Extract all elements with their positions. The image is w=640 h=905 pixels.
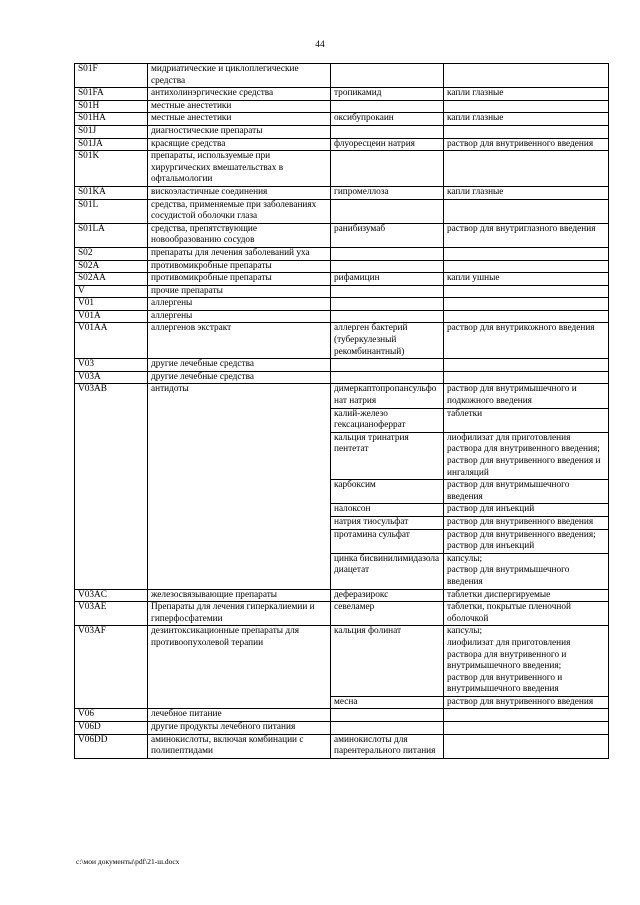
table-row [75, 186, 609, 199]
atc-code-cell: V03AB [75, 384, 148, 589]
dosage-form-cell: раствор для внутримышечного введения [444, 480, 609, 504]
dosage-form-cell: таблетки диспергируемые [444, 589, 609, 602]
table-row [75, 64, 609, 88]
drug-name-cell [331, 199, 444, 223]
drug-name-cell: оксибупрокаин [331, 113, 444, 126]
dosage-form-cell [444, 371, 609, 384]
atc-code-cell: V06 [75, 709, 148, 722]
dosage-form-cell [444, 298, 609, 311]
footer-file-path: c:\мои документы\pdf\21-ш.docx [76, 857, 180, 866]
pharm-group-cell: другие лечебные средства [148, 371, 331, 384]
drug-name-cell: протамина сульфат [331, 529, 444, 553]
dosage-form-cell [444, 247, 609, 260]
atc-code-cell: S02AA [75, 273, 148, 286]
dosage-form-cell [444, 722, 609, 735]
atc-code-cell: S01L [75, 199, 148, 223]
dosage-form-cell [444, 709, 609, 722]
pharm-group-cell: средства, применяемые при заболеваниях сосудистой оболочки глаза [148, 199, 331, 223]
drug-name-cell: кальция тринатрия пентетат [331, 432, 444, 479]
pharm-group-cell: антидоты [148, 384, 331, 589]
drug-name-cell [331, 709, 444, 722]
table-row [75, 199, 609, 223]
pharm-group-cell: лечебное питание [148, 709, 331, 722]
dosage-form-cell: раствор для инъекций [444, 504, 609, 517]
pharm-group-cell: противомикробные препараты [148, 260, 331, 273]
dosage-form-cell [444, 125, 609, 138]
atc-code-cell: S01J [75, 125, 148, 138]
drug-name-cell: ранибизумаб [331, 223, 444, 247]
drug-name-cell: аллерген бактерий (туберкулезный рекомбинантный) [331, 323, 444, 359]
table-row [75, 626, 609, 697]
atc-code-cell: S01HA [75, 113, 148, 126]
drug-name-cell [331, 371, 444, 384]
atc-code-cell: V01AA [75, 323, 148, 359]
pharm-group-cell: антихолинэргические средства [148, 88, 331, 101]
table-row [75, 273, 609, 286]
drug-name-cell [331, 100, 444, 113]
atc-code-cell: V01 [75, 298, 148, 311]
dosage-form-cell: капсулы; раствор для внутримышечного введения [444, 553, 609, 589]
atc-table [74, 63, 609, 759]
table-row [75, 323, 609, 359]
table-row [75, 359, 609, 372]
atc-code-cell: V01A [75, 310, 148, 323]
pharm-group-cell: аллергены [148, 310, 331, 323]
atc-code-cell: S01K [75, 151, 148, 187]
table-row [75, 298, 609, 311]
atc-code-cell: S01JA [75, 138, 148, 151]
pharm-group-cell: препараты для лечения заболеваний уха [148, 247, 331, 260]
drug-name-cell: рифамицин [331, 273, 444, 286]
pharm-group-cell: аминокислоты, включая комбинации с полипептидами [148, 734, 331, 758]
drug-name-cell: месна [331, 696, 444, 709]
table-row [75, 310, 609, 323]
table-row [75, 602, 609, 626]
drug-name-cell: налоксон [331, 504, 444, 517]
atc-code-cell: V03AC [75, 589, 148, 602]
table-row [75, 138, 609, 151]
drug-name-cell [331, 64, 444, 88]
drug-name-cell [331, 722, 444, 735]
dosage-form-cell: таблетки [444, 408, 609, 432]
atc-code-cell: V06DD [75, 734, 148, 758]
dosage-form-cell: раствор для внутривенного введения [444, 138, 609, 151]
table-row [75, 589, 609, 602]
drug-name-cell: натрия тиосульфат [331, 516, 444, 529]
atc-code-cell: V06D [75, 722, 148, 735]
atc-code-cell: S02A [75, 260, 148, 273]
dosage-form-cell: раствор для внутрикожного введения [444, 323, 609, 359]
drug-name-cell: гипромеллоза [331, 186, 444, 199]
atc-code-cell: S01KA [75, 186, 148, 199]
pharm-group-cell: аллергены [148, 298, 331, 311]
atc-code-cell: V03AF [75, 626, 148, 709]
dosage-form-cell: лиофилизат для приготовления раствора для внутривенного введения; раствор для внутривенного введения и ингаляций [444, 432, 609, 479]
dosage-form-cell: капли глазные [444, 113, 609, 126]
dosage-form-cell: капли ушные [444, 273, 609, 286]
atc-code-cell: S01LA [75, 223, 148, 247]
table-row [75, 371, 609, 384]
pharm-group-cell: аллергенов экстракт [148, 323, 331, 359]
drug-name-cell: деферазирокс [331, 589, 444, 602]
pharm-group-cell: другие лечебные средства [148, 359, 331, 372]
atc-code-cell: V03 [75, 359, 148, 372]
pharm-group-cell: железосвязывающие препараты [148, 589, 331, 602]
drug-name-cell [331, 298, 444, 311]
dosage-form-cell: таблетки, покрытые пленочной оболочкой [444, 602, 609, 626]
table-row [75, 384, 609, 408]
table-row [75, 247, 609, 260]
dosage-form-cell [444, 260, 609, 273]
table-row [75, 125, 609, 138]
pharm-group-cell: прочие препараты [148, 285, 331, 298]
dosage-form-cell: раствор для внутриглазного введения [444, 223, 609, 247]
pharm-group-cell: другие продукты лечебного питания [148, 722, 331, 735]
dosage-form-cell: капли глазные [444, 186, 609, 199]
pharm-group-cell: красящие средства [148, 138, 331, 151]
drug-name-cell [331, 247, 444, 260]
atc-code-cell: S01FA [75, 88, 148, 101]
dosage-form-cell [444, 100, 609, 113]
atc-code-cell: S02 [75, 247, 148, 260]
pharm-group-cell: Препараты для лечения гиперкалиемии и гиперфосфатемии [148, 602, 331, 626]
dosage-form-cell [444, 151, 609, 187]
drug-name-cell [331, 310, 444, 323]
drug-name-cell: флуоресцеин натрия [331, 138, 444, 151]
drug-name-cell [331, 151, 444, 187]
dosage-form-cell [444, 359, 609, 372]
page-number: 44 [315, 40, 325, 50]
atc-code-cell: S01H [75, 100, 148, 113]
drug-name-cell: кальция фолинат [331, 626, 444, 697]
drug-name-cell: карбоксим [331, 480, 444, 504]
table-row [75, 734, 609, 758]
dosage-form-cell: капсулы; лиофилизат для приготовления раствора для внутривенного и внутримышечного введения; раствор для внутривенного и внутримышечного введения [444, 626, 609, 697]
atc-code-cell: V03AE [75, 602, 148, 626]
pharm-group-cell: местные анестетики [148, 100, 331, 113]
atc-code-cell: V03A [75, 371, 148, 384]
table-row [75, 113, 609, 126]
table-row [75, 100, 609, 113]
dosage-form-cell: раствор для внутривенного введения; раствор для инъекций [444, 529, 609, 553]
dosage-form-cell: раствор для внутривенного введения [444, 516, 609, 529]
table-row [75, 285, 609, 298]
table-row [75, 260, 609, 273]
pharm-group-cell: препараты, используемые при хирургических вмешательствах в офтальмологии [148, 151, 331, 187]
table-row [75, 709, 609, 722]
table-row [75, 88, 609, 101]
drug-name-cell: калий-железо гексацианоферрат [331, 408, 444, 432]
pharm-group-cell: дезинтоксикационные препараты для противоопухолевой терапии [148, 626, 331, 709]
pharm-group-cell: средства, препятствующие новообразованию сосудов [148, 223, 331, 247]
pharm-group-cell: противомикробные препараты [148, 273, 331, 286]
drug-name-cell [331, 260, 444, 273]
dosage-form-cell [444, 734, 609, 758]
pharm-group-cell: мидриатические и циклоплегические средства [148, 64, 331, 88]
dosage-form-cell: капли глазные [444, 88, 609, 101]
drug-name-cell: севеламер [331, 602, 444, 626]
pharm-group-cell: местные анестетики [148, 113, 331, 126]
dosage-form-cell [444, 310, 609, 323]
drug-name-cell [331, 359, 444, 372]
atc-code-cell: S01F [75, 64, 148, 88]
drug-name-cell [331, 285, 444, 298]
dosage-form-cell [444, 285, 609, 298]
dosage-form-cell: раствор для внутривенного введения [444, 696, 609, 709]
atc-table-body [75, 64, 609, 759]
atc-code-cell: V [75, 285, 148, 298]
dosage-form-cell: раствор для внутримышечного и подкожного введения [444, 384, 609, 408]
table-row [75, 223, 609, 247]
dosage-form-cell [444, 64, 609, 88]
pharm-group-cell: вискоэластичные соединения [148, 186, 331, 199]
drug-name-cell [331, 125, 444, 138]
dosage-form-cell [444, 199, 609, 223]
drug-name-cell: цинка бисвинилимидазола диацетат [331, 553, 444, 589]
table-row [75, 722, 609, 735]
drug-name-cell: тропикамид [331, 88, 444, 101]
drug-name-cell: аминокислоты для парентерального питания [331, 734, 444, 758]
drug-name-cell: димеркаптопропансульфонат натрия [331, 384, 444, 408]
table-row [75, 151, 609, 187]
pharm-group-cell: диагностические препараты [148, 125, 331, 138]
